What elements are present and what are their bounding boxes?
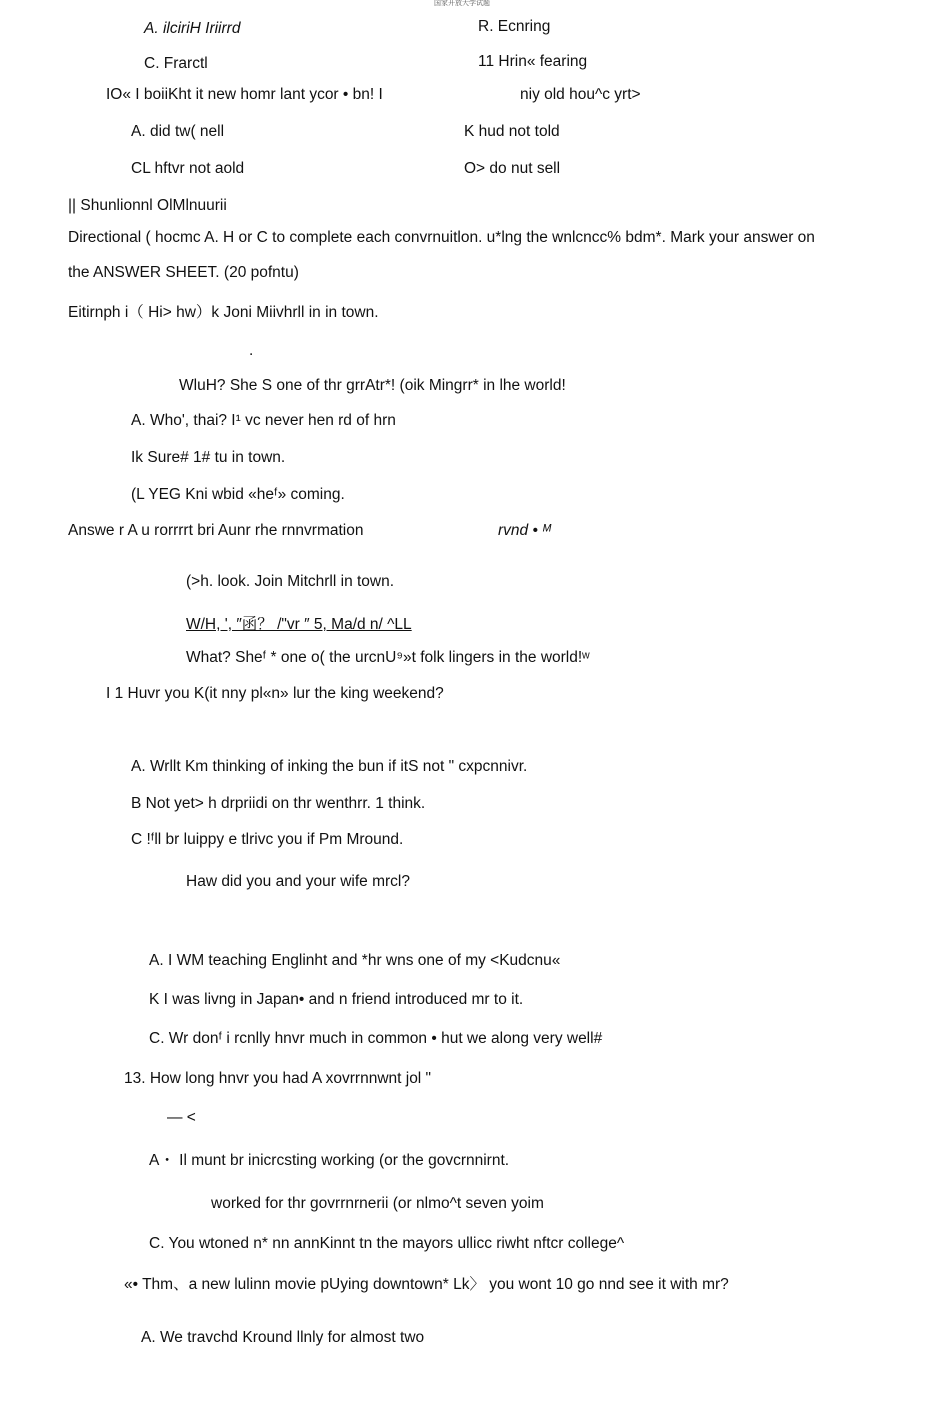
example-line-3: What? Sheᶠ * one o( the urcnU⁹»t folk lingers in the world!ʷ xyxy=(186,649,590,666)
q10-option-c: CL hftvr not aold xyxy=(131,160,245,177)
q10-option-d: O> do nut sell xyxy=(464,160,561,177)
question-12-text: Haw did you and your wife mrcl? xyxy=(186,873,410,890)
q13-blank: — < xyxy=(167,1109,196,1126)
q11-option-a: A. Wrllt Km thinking of inking the bun if itS not " cxpcnnivr. xyxy=(131,758,528,775)
q14-option-a: A. We travchd Kround llnly for almost two xyxy=(141,1329,425,1346)
q11-option-b: B Not yet> h drpriidi on thr wenthrr. 1 think. xyxy=(131,795,426,812)
answer-note: Answe r A u rorrrrt bri Aunr rhe rnnvrmation xyxy=(68,522,364,539)
q12-option-b: K I was livng in Japan• and n friend introduced mr to it. xyxy=(149,991,524,1008)
example-option-b: Ik Sure# 1# tu in town. xyxy=(131,449,286,466)
q13-option-b: worked for thr govrrnrnerii (or nlmo^t seven yoim xyxy=(211,1195,544,1212)
page-header: 国家开放大学试题 xyxy=(434,0,490,7)
q10-option-b: K hud not told xyxy=(464,123,560,140)
example-line-1: (>h. look. Join Mitchrll in town. xyxy=(186,573,395,590)
option-c-text: C. Frarctl xyxy=(144,55,208,72)
question-11-text: I 1 Huvr you K(it nny pl«n» lur the king weekend? xyxy=(106,685,444,702)
q11-option-c: C !ᶠll br luippy e tlrivc you if Pm Mround. xyxy=(131,831,404,848)
example-prompt: Eitirnph i（ Hi> hw）k Joni Miivhrll in in town. xyxy=(68,304,379,321)
answer-note-tail: rvnd • ᴹ xyxy=(498,522,551,539)
example-option-c: (L YEG Kni wbid «heᶠ» coming. xyxy=(131,486,345,503)
q13-option-a: A・ Il munt br inicrcsting working (or the govcrnnirnt. xyxy=(149,1152,510,1169)
q12-option-c: C. Wr donᶠ i rcnlly hnvr much in common • hut we along very well# xyxy=(149,1030,603,1047)
example-option-a: A. Who', thai? I¹ vc never hen rd of hrn xyxy=(131,412,396,429)
example-response: WluH? She S one of thr grrAtr*! (oik Mingrr* in lhe world! xyxy=(179,377,566,394)
directions-line-1: Directional ( hocmc A. H or C to complete each convrnuitlon. u*lng the wnlcncc% bdm*. Mark your answer on xyxy=(68,229,815,246)
question-13-text: 13. How long hnvr you had A xovrrnnwnt jol " xyxy=(124,1070,432,1087)
blank-marker: . xyxy=(249,342,254,359)
q12-option-a: A. I WM teaching Englinht and *hr wns one of my <Kudcnu« xyxy=(149,952,561,969)
example-line-2: W/H, ', ″函？ /"vr ″ 5, Ma/d n/ ^LL xyxy=(186,616,412,633)
option-d-text: 11 Hrin« fearing xyxy=(478,53,588,70)
question-10-text: IO« I boiiKht it new homr lant ycor • bn! I xyxy=(106,86,383,103)
directions-line-2: the ANSWER SHEET. (20 pofntu) xyxy=(68,264,299,281)
option-b-text: R. Ecnring xyxy=(478,18,551,35)
option-a-text: A. ilciriH Iriirrd xyxy=(144,20,241,37)
question-14-text: «• Thm、a new lulinn movie pUying downtown* Lk〉 you wont 10 go nnd see it with mr? xyxy=(124,1276,729,1293)
q10-option-a: A. did tw( nell xyxy=(131,123,225,140)
question-10-tail: niy old hou^c yrt> xyxy=(520,86,641,103)
section-heading: || Shunlionnl OlMlnuurii xyxy=(68,197,227,214)
q13-option-c: C. You wtoned n* nn annKinnt tn the mayors ullicc riwht nftcr college^ xyxy=(149,1235,625,1252)
